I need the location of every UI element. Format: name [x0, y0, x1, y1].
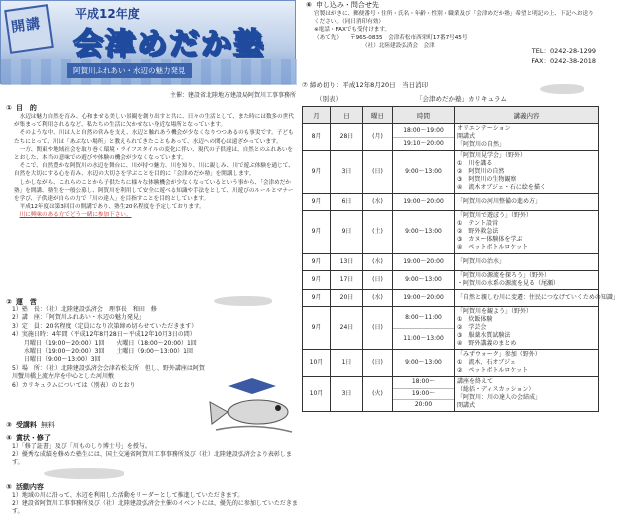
jumping-fish-illustration: [206, 372, 298, 436]
column-header-month: 月: [303, 107, 331, 124]
table-row: [303, 377, 599, 412]
content-cell: [455, 377, 599, 412]
day-cell: 17日: [331, 271, 363, 290]
certificate-heading: [6, 433, 51, 443]
content-line: 「阿賀川：川の達人の会結成」: [457, 394, 542, 401]
time-cell: [393, 194, 455, 211]
month-cell: 8月: [303, 124, 331, 151]
activities-title: 活動内容: [15, 483, 44, 491]
table-row: [303, 211, 599, 254]
content-line: ③ カヌー体験体を学ぶ: [457, 236, 523, 243]
table-row: [303, 194, 599, 211]
certificate-list: [12, 443, 298, 467]
weekday-cell: (日): [363, 350, 393, 377]
curriculum-header-row: [303, 107, 599, 124]
purpose-paragraph: 平成12年度は第3回目の開講であり、塾生20名程度を予定しております。: [19, 204, 205, 211]
purpose-paragraph: そのような中、川は人と自然の営みを支え、水辺と触れあう機会が少なくなりつつあるのも事実です。子どもたちにとって、川は「あぶない場所」と教えられてきたこともあって、水辺への関心は遠ざかっています。: [14, 130, 294, 145]
outline-item: 月曜日（19:00〜20:00）1回 火曜日（18:00〜20:00）1回: [12, 339, 197, 347]
content-line: ② 阿賀川の自然: [457, 168, 505, 175]
banner-subtitle: 阿賀川ふれあい・水辺の魅力発見: [67, 63, 192, 78]
time-slot: 19:00〜20:00: [403, 294, 444, 301]
time-slot: 20:00: [414, 401, 433, 409]
time-cell: [393, 211, 455, 254]
table-row: [303, 271, 599, 290]
day-cell: 9日: [331, 211, 363, 254]
table-row: [303, 307, 599, 350]
content-line: 「阿賀川で遊ぼう」（野外）: [457, 212, 533, 219]
month-cell: 9月: [303, 307, 331, 350]
content-line: ① テント設営: [457, 220, 499, 227]
time-slot: 19:00〜: [393, 389, 454, 401]
time-cell: [393, 254, 455, 271]
content-line: 「阿賀川を観よう」（野外）: [457, 308, 533, 315]
content-line: ② 学芸会: [457, 324, 487, 331]
day-cell: 6日: [331, 194, 363, 211]
weekday-cell: (水): [363, 290, 393, 307]
application-heading: [306, 0, 600, 10]
content-line: 「みずウォーク」参加（野外）: [457, 351, 541, 358]
weekday-cell: (火): [363, 377, 393, 412]
fax-number: FAX：0242-38-2018: [531, 57, 596, 65]
outline-title: 運 営: [15, 298, 37, 306]
time-cell: [393, 290, 455, 307]
content-line: 「阿賀川の河川整備の進め方」: [457, 198, 542, 205]
time-slot: 19:10〜20:00: [403, 139, 444, 147]
content-cell: [455, 290, 619, 307]
certificate-item: 2）優秀な成績を修めた塾生には、国土交通省阿賀川工事事務所及び（社）北陸建設弘済会より表彰します。: [12, 451, 292, 466]
postal-address: 〒965-0835 会津若松市西栄町17番7号45号: [349, 35, 468, 41]
opening-seal-text: 開講: [10, 15, 43, 37]
org-name: （社）北陸建設弘済会 会津: [362, 43, 435, 49]
content-cell: [455, 254, 599, 271]
content-cell: [455, 307, 599, 350]
fee-value: 無料: [40, 421, 55, 429]
content-line: ③ 阿賀川の生物観察: [457, 176, 517, 183]
time-slot: 9:00〜13:00: [405, 228, 442, 235]
deadline-number: ⑦: [302, 81, 308, 89]
content-line: 閉講式: [457, 402, 476, 409]
purpose-paragraph: しかしながら、これらのことから子供たちに様々な体験機会が少なくなっているという事から、「会津めだか塾」を開講、塾生を一般公募し、阿賀川を利用して安全に遊べる知識や手法をとして、川遊びのルールとマナーを学び、子供達が自らの力で「川の達人」を目指すことを目的としています。: [14, 179, 294, 203]
time-slot: 19:00〜20:00: [403, 198, 444, 205]
medaka-fish-icon: [214, 296, 272, 306]
application-title: 申し込み・問合せ先: [315, 1, 379, 9]
contact-numbers: [531, 46, 596, 66]
weekday-cell: (日): [363, 271, 393, 290]
application-note: ※電話・FAXでも受付けます。: [314, 27, 391, 33]
content-line: オリエンテーション: [457, 125, 511, 132]
purpose-paragraph: そこで、自然豊かな阿賀川の水辺を舞台に、川が持つ魅力、川を知り、川に親しみ、川で遊ぶ体験を通じて、自然を大切にする心を育み、水辺の大切さを学ぶことを目的に「会津めだか塾」を開講します。: [14, 163, 294, 178]
table-row: [303, 151, 599, 194]
day-cell: 24日: [331, 307, 363, 350]
content-line: 「自然と親しむ川に変遷：住民につなげていくための知識」: [457, 294, 619, 301]
month-cell: 10月: [303, 377, 331, 412]
month-cell: 9月: [303, 211, 331, 254]
activities-list: [12, 492, 298, 516]
content-line: ④ 野外講義のまとめ: [457, 340, 517, 347]
curriculum-header: [302, 94, 598, 106]
purpose-title: 目 的: [15, 104, 37, 112]
outline-item: 水曜日（19:00〜20:00）3回 土曜日（9:00〜13:00）1回: [12, 348, 193, 356]
time-slot: 9:00〜13:00: [405, 168, 442, 175]
time-cell: [393, 151, 455, 194]
day-cell: 13日: [331, 254, 363, 271]
outline-number: ②: [6, 298, 12, 306]
time-slot: 8:00〜11:00: [393, 308, 454, 329]
fee-number: ③: [6, 421, 12, 429]
content-line: ① 流木、石オブジェ: [457, 359, 516, 366]
month-cell: 9月: [303, 254, 331, 271]
time-cell: [393, 350, 455, 377]
purpose-paragraph: 一方、関東や地域社会を取り巻く環境・ライフスタイルの変化に伴い、現代の子供達は、自然とのふれあいをとおした、本当の意味での遊びや体験の機会が少なくなっています。: [14, 146, 294, 162]
content-line: ② ペットボトルロケット: [457, 367, 529, 374]
weekday-cell: (日): [363, 307, 393, 350]
application-number: ⑥: [306, 1, 312, 9]
content-line: ③ 服薬水質試験法: [457, 332, 511, 339]
outline-item: 4）実施日時：4年間（平成12年8月28日〜平成12年10月3日の間）: [12, 331, 196, 339]
content-line: ① 炊飯体験: [457, 316, 493, 323]
organizer-line: 主催：建設省北陸地方建設局阿賀川工事事務所: [169, 92, 296, 99]
time-cell: [393, 377, 455, 412]
outline-list: [12, 306, 205, 390]
fee-heading: [6, 420, 55, 430]
banner-year: 平成12年度: [75, 7, 140, 21]
content-line: ④ 流木オブジェ・石に絵を描く: [457, 184, 546, 191]
purpose-body: [14, 113, 296, 291]
time-cell: [393, 271, 455, 290]
content-line: ① 川を識る: [457, 160, 493, 167]
outline-item: 1）塾 長：（社）北陸建設弘済会 理事長 和田 修: [12, 306, 157, 313]
medaka-fish-icon: [44, 468, 124, 479]
title-banner: [0, 0, 296, 84]
day-cell: 28日: [331, 124, 363, 151]
application-text: 官製はがきに、郵便番号・住所・氏名・年齢・性別・職業及び「会津めだか塾」希望と明記の上、下記へお送りください。（同日消印有効）: [314, 11, 594, 25]
activities-number: ⑤: [6, 483, 12, 491]
time-slot: 19:00〜20:00: [403, 258, 444, 265]
day-cell: 20日: [331, 290, 363, 307]
month-cell: 10月: [303, 350, 331, 377]
month-cell: 9月: [303, 151, 331, 194]
time-cell: [393, 307, 455, 350]
time-slot: 9:00〜13:00: [405, 359, 442, 366]
content-line: ④ ペットボトルロケット: [457, 244, 529, 251]
day-cell: 3日: [331, 377, 363, 412]
graduation-cap-icon: [228, 378, 276, 394]
day-cell: 3日: [331, 151, 363, 194]
medaka-fish-icon: [540, 84, 584, 94]
fish-body-icon: [228, 400, 288, 424]
content-cell: [455, 350, 599, 377]
purpose-paragraph: 水辺は魅力自然を育み、心和ませる美しい景観を創り出すと共に、日々の生活として、また時には数多の世代が集まって利用されるなど、私たちの生活に欠かせない身近な場所となっています。: [14, 114, 294, 129]
certificate-number: ④: [6, 434, 12, 442]
outline-item: 日曜日（9:00〜13:00）3回: [12, 356, 101, 364]
application-section: [302, 0, 600, 80]
address-label: （あて先）: [314, 35, 342, 41]
content-line: ・阿賀川の水系の源流を見る（尾瀬）: [457, 280, 560, 287]
column-header-time: 時間: [393, 107, 455, 124]
time-slot: 11:00〜13:00: [403, 334, 444, 342]
table-row: [303, 350, 599, 377]
outline-item: 2）講 座：「阿賀川ふれあい・水辺の魅力発見」: [12, 314, 145, 322]
weekday-cell: (水): [363, 194, 393, 211]
deadline-text: 締め切り：平成12年8月20日 当日消印: [309, 81, 429, 89]
content-cell: [455, 271, 599, 290]
month-cell: 9月: [303, 290, 331, 307]
time-slot: 18:00〜19:00: [393, 125, 454, 138]
day-cell: 1日: [331, 350, 363, 377]
column-header-day: 日: [331, 107, 363, 124]
time-cell: [393, 124, 455, 151]
weekday-cell: (土): [363, 211, 393, 254]
content-cell: [455, 124, 599, 151]
content-line: （総括・ディスカッション）: [457, 386, 535, 393]
fee-title: 受講料: [15, 421, 37, 429]
activities-heading: [6, 482, 44, 492]
application-address-row: [314, 34, 600, 42]
weekday-cell: (日): [363, 151, 393, 194]
table-row: [303, 254, 599, 271]
certificate-item: 1）「修了証書」及び「川ものしり博士号」を授与。: [12, 443, 151, 450]
outline-item: 5）場 所：（社）北陸建設弘済会会津若松支所 但し、野外講座は阿賀川蟹川橋上流左岸を中心とした河川敷: [12, 364, 205, 381]
content-cell: [455, 151, 599, 194]
activities-item: 2）建設省阿賀川工事事務所及び（社）北陸建設弘済会主催のイベントには、優先的に参加していただきます。: [12, 500, 298, 515]
month-cell: 9月: [303, 194, 331, 211]
content-line: 「阿賀川の自然」: [457, 141, 506, 148]
activities-item: 1）地域の川に沿って、水辺を利用した活動をリーダーとして推進していただきます。: [12, 492, 244, 499]
content-line: 開講式: [457, 133, 476, 140]
curriculum-body: [303, 124, 619, 412]
content-line: ② 野外救急法: [457, 228, 499, 235]
content-cell: [455, 211, 599, 254]
curriculum-title: 「会津めだか塾」カリキュラム: [416, 95, 507, 103]
time-slot: 9:00〜13:00: [405, 276, 442, 283]
curriculum-tag: （別表）: [316, 95, 342, 103]
purpose-highlight: 川に興味のある方でどう一緒に参加下さい。: [19, 212, 132, 219]
certificate-title: 賞状・修了: [15, 434, 51, 442]
table-row: [303, 290, 599, 307]
month-cell: 9月: [303, 271, 331, 290]
content-line: 「阿賀川の治水」: [457, 258, 506, 265]
table-row: [303, 124, 599, 151]
content-line: 講座を終えて: [457, 378, 494, 385]
column-header-content: 講義内容: [455, 107, 599, 124]
time-slot: 18:00〜: [393, 377, 454, 389]
tel-number: TEL：0242-28-1299: [531, 47, 596, 55]
content-cell: [455, 194, 599, 211]
deadline-line: [302, 80, 428, 89]
purpose-heading: [6, 103, 37, 113]
page-title: 会津めだか塾: [73, 27, 265, 62]
column-header-weekday: 曜日: [363, 107, 393, 124]
curriculum-table: [302, 106, 619, 412]
outline-item: 3）定 員：20名程度（定員になり次第締め切らせていただきます）: [12, 322, 198, 330]
outline-item: 6）カリキュラムについては（別表）のとおり: [12, 381, 136, 389]
weekday-cell: (月): [363, 124, 393, 151]
weekday-cell: (水): [363, 254, 393, 271]
content-line: 「阿賀川の源流を探ろう」（野外）: [457, 272, 551, 279]
content-line: 「阿賀川見学会」（野外）: [457, 152, 527, 159]
purpose-number: ①: [6, 104, 12, 112]
